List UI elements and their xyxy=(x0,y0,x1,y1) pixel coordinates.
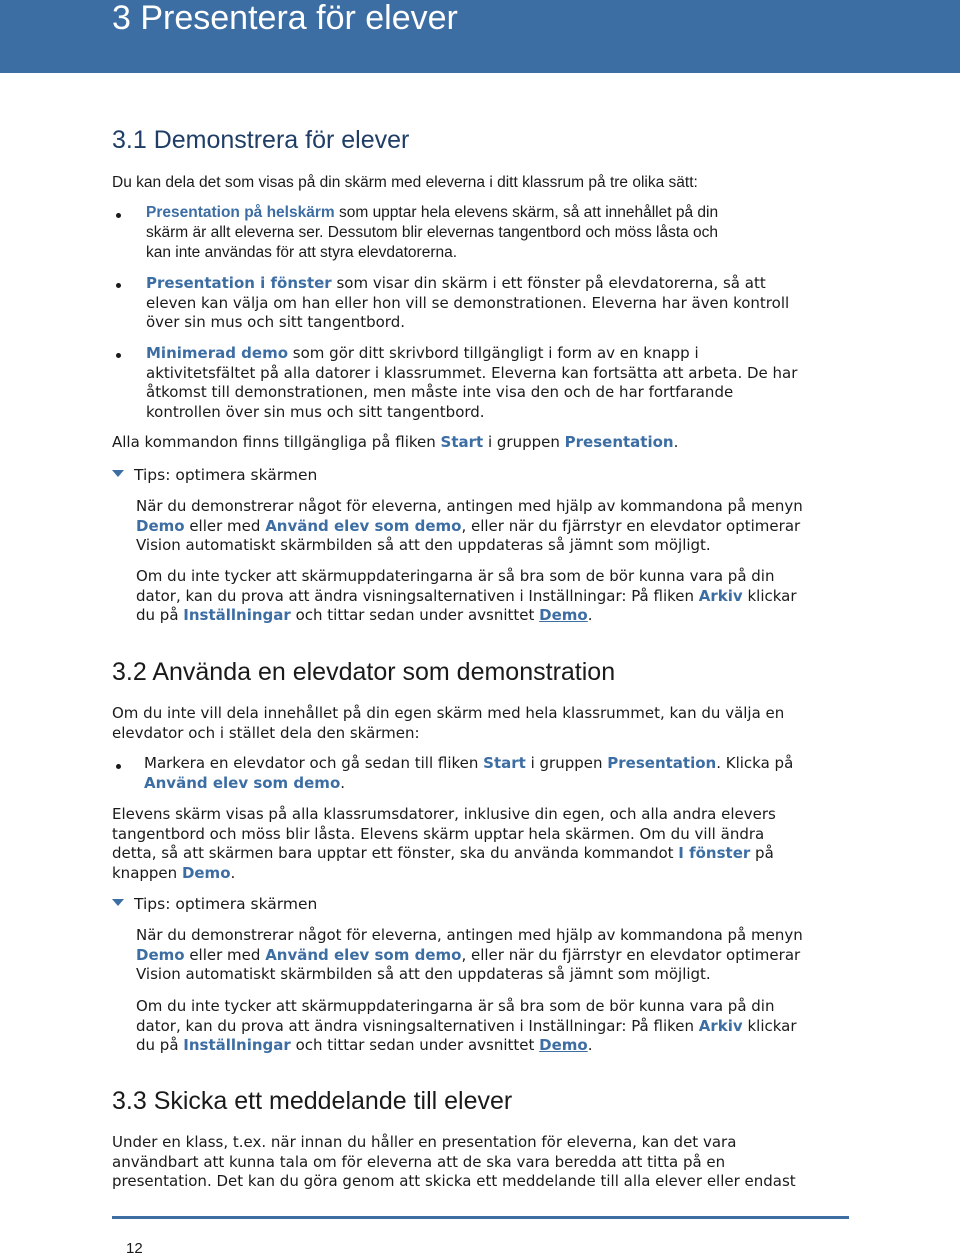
footer-divider xyxy=(112,1216,849,1219)
s1-bullet-minimerad: Minimerad demo som gör ditt skrivbord tillgängligt i form av en knapp i aktivitetsfältet på alla datorer i klassrummet. Eleverna kan fortsätta att arbeta. De har åtkomst till demonstrationen, men måste inte visa den och de har fortfarande kontrollen över sin mus och sitt tangentbord. xyxy=(146,344,798,421)
term-presentation-helskarm: Presentation på helskärm xyxy=(146,204,335,221)
s1-tip-toggle[interactable] xyxy=(112,465,317,485)
s1-tip-body-2: Om du inte tycker att skärmuppdateringarna är så bra som de bör kunna vara på din dator, kan du prova att ändra visningsalternativen i Inställningar: På fliken Arkiv klickar du på Inställningar och tittar sedan under avsnittet Demo. xyxy=(136,567,797,624)
command-i-fonster: I fönster xyxy=(678,844,751,862)
term-minimerad-demo: Minimerad demo xyxy=(146,344,289,362)
s2-tip-toggle[interactable] xyxy=(112,894,317,914)
tab-arkiv-ref: Arkiv xyxy=(698,586,743,605)
button-demo-ref: Demo xyxy=(181,863,231,882)
s3-paragraph: Under en klass, t.ex. när innan du håller en presentation för eleverna, kan det vara användbart att kunna tala om för eleverna att de ska vara beredda att titta på en presentation. Det kan du göra genom att skicka ett meddelande till alla elever eller endast xyxy=(112,1133,796,1190)
section-heading-3-1: 3.1 Demonstrera för elever xyxy=(112,126,410,154)
link-anvand-elev-som-demo: Använd elev som demo xyxy=(265,516,462,535)
bullet-marker xyxy=(116,764,121,769)
tab-start-ref: Start xyxy=(483,754,526,772)
collapse-arrow-icon xyxy=(112,899,124,906)
demo-section-link[interactable]: Demo xyxy=(539,1036,588,1054)
s2-intro: Om du inte vill dela innehållet på din egen skärm med hela klassrummet, kan du välja en elevdator och i stället dela den skärmen: xyxy=(112,704,785,742)
link-demo: Demo xyxy=(136,516,185,535)
chapter-header-bar xyxy=(0,0,960,73)
s1-tip-heading: Tips: optimera skärmen xyxy=(134,466,318,484)
tab-arkiv-ref: Arkiv xyxy=(698,1016,743,1035)
group-presentation-ref: Presentation xyxy=(607,754,717,772)
s2-tip-body-2: Om du inte tycker att skärmuppdateringarna är så bra som de bör kunna vara på din dator, kan du prova att ändra visningsalternativen i Inställningar: På fliken Arkiv klickar du på Inställningar och tittar sedan under avsnittet Demo. xyxy=(136,997,797,1054)
s1-intro: Du kan dela det som visas på din skärm med eleverna i ditt klassrum på tre olika sätt: xyxy=(112,174,698,191)
link-anvand-elev-som-demo: Använd elev som demo xyxy=(144,773,341,792)
chapter-title: 3 Presentera för elever xyxy=(112,0,458,37)
installningar-ref: Inställningar xyxy=(183,1036,291,1054)
collapse-arrow-icon xyxy=(112,470,124,477)
term-presentation-fonster: Presentation i fönster xyxy=(146,274,332,292)
link-demo: Demo xyxy=(136,945,185,964)
bullet-marker xyxy=(116,283,121,288)
s2-paragraph: Elevens skärm visas på alla klassrumsdatorer, inklusive din egen, och alla andra elevers tangentbord och möss blir låsta. Elevens skärm upptar hela skärmen. Om du vill ändra detta, så att skärmen bara upptar ett fönster, ska du använda kommandot I fönster på knappen Demo. xyxy=(112,805,776,882)
tab-start-ref: Start xyxy=(440,433,484,451)
bullet-marker xyxy=(116,213,121,218)
section-heading-3-3: 3.3 Skicka ett meddelande till elever xyxy=(112,1087,513,1115)
page-number: 12 xyxy=(126,1240,143,1257)
s1-bullet-helskarm: Presentation på helskärm som upptar hela elevens skärm, så att innehållet på din skärm är allt eleverna ser. Dessutom blir elevernas tangentbord och möss låsta och kan inte användas för att styra elevdatorerna. xyxy=(146,204,719,261)
s1-commands-note: Alla kommandon finns tillgängliga på fliken Start i gruppen Presentation. xyxy=(112,433,679,451)
s1-tip-body-1: När du demonstrerar något för eleverna, antingen med hjälp av kommandona på menyn Demo eller med Använd elev som demo, eller när du fjärrstyr en elevdator optimerar Vision automatiskt skärmbilden så att den uppdateras så jämnt som möjligt. xyxy=(136,497,803,554)
section-heading-3-2: 3.2 Använda en elevdator som demonstration xyxy=(112,658,616,686)
s1-bullet-fonster: Presentation i fönster som visar din skärm i ett fönster på elevdatorerna, så att eleven kan välja om han eller hon vill se demonstrationen. Eleverna har även kontroll över sin mus och sitt tangentbord. xyxy=(146,274,790,331)
s2-bullet: Markera en elevdator och gå sedan till fliken Start i gruppen Presentation. Klicka på Använd elev som demo. xyxy=(144,754,794,792)
s2-tip-body-1: När du demonstrerar något för eleverna, antingen med hjälp av kommandona på menyn Demo eller med Använd elev som demo, eller när du fjärrstyr en elevdator optimerar Vision automatiskt skärmbilden så att den uppdateras så jämnt som möjligt. xyxy=(136,926,803,983)
link-anvand-elev-som-demo: Använd elev som demo xyxy=(265,945,462,964)
s2-tip-heading: Tips: optimera skärmen xyxy=(134,895,318,913)
installningar-ref: Inställningar xyxy=(183,606,291,624)
group-presentation-ref: Presentation xyxy=(564,433,674,451)
demo-section-link[interactable]: Demo xyxy=(539,606,588,624)
bullet-marker xyxy=(116,353,121,358)
